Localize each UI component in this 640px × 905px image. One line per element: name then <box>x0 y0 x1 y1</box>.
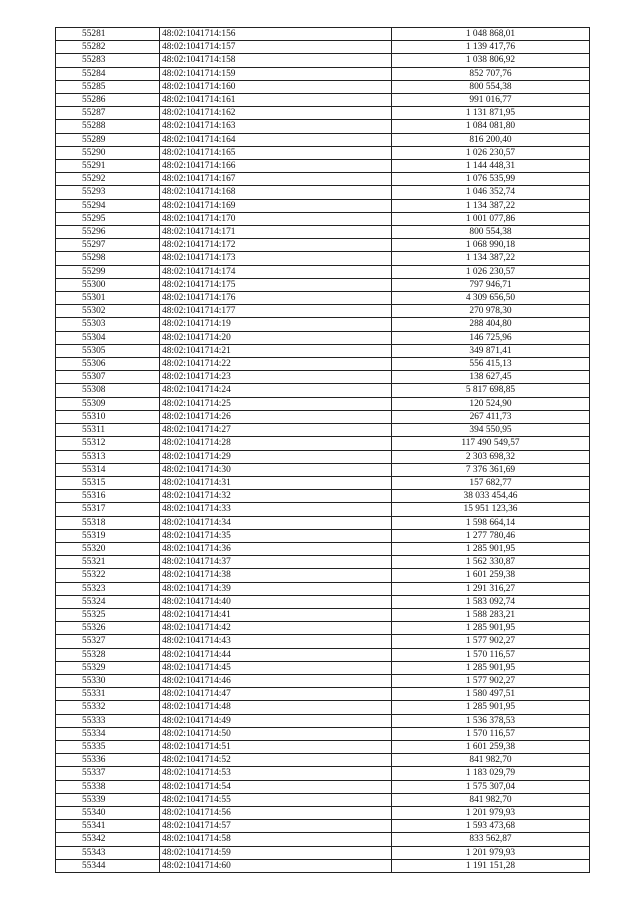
cadastral-number-cell: 48:02:1041714:49 <box>160 714 392 727</box>
cadastral-number-cell: 48:02:1041714:54 <box>160 780 392 793</box>
cadastral-number-cell: 48:02:1041714:31 <box>160 476 392 489</box>
cadastral-number-cell: 48:02:1041714:168 <box>160 186 392 199</box>
cadastral-number-cell: 48:02:1041714:159 <box>160 67 392 80</box>
row-number-cell: 55305 <box>56 344 160 357</box>
row-number-cell: 55300 <box>56 278 160 291</box>
table-row <box>56 793 590 806</box>
table-row <box>56 688 590 701</box>
cadastral-value-cell: 394 550,95 <box>392 424 590 437</box>
table-row <box>56 516 590 529</box>
row-number-cell: 55318 <box>56 516 160 529</box>
row-number-cell: 55333 <box>56 714 160 727</box>
table-body <box>56 28 590 873</box>
cadastral-value-cell: 1 134 387,22 <box>392 199 590 212</box>
table-row <box>56 80 590 93</box>
row-number-cell: 55329 <box>56 661 160 674</box>
table-row <box>56 727 590 740</box>
row-number-cell: 55306 <box>56 358 160 371</box>
table-row <box>56 212 590 225</box>
row-number-cell: 55314 <box>56 463 160 476</box>
table-row <box>56 701 590 714</box>
cadastral-value-cell: 1 285 901,95 <box>392 661 590 674</box>
cadastral-value-cell: 1 580 497,51 <box>392 688 590 701</box>
cadastral-number-cell: 48:02:1041714:23 <box>160 371 392 384</box>
cadastral-number-cell: 48:02:1041714:51 <box>160 740 392 753</box>
table-row <box>56 107 590 120</box>
cadastral-value-cell: 1 191 151,28 <box>392 859 590 872</box>
cadastral-number-cell: 48:02:1041714:158 <box>160 54 392 67</box>
row-number-cell: 55312 <box>56 437 160 450</box>
cadastral-number-cell: 48:02:1041714:57 <box>160 820 392 833</box>
row-number-cell: 55332 <box>56 701 160 714</box>
table-row <box>56 186 590 199</box>
cadastral-number-cell: 48:02:1041714:169 <box>160 199 392 212</box>
row-number-cell: 55326 <box>56 622 160 635</box>
table-row <box>56 622 590 635</box>
table-row <box>56 160 590 173</box>
table-row <box>56 740 590 753</box>
row-number-cell: 55299 <box>56 265 160 278</box>
cadastral-value-cell: 1 285 901,95 <box>392 622 590 635</box>
cadastral-value-cell: 1 593 473,68 <box>392 820 590 833</box>
table-row <box>56 344 590 357</box>
row-number-cell: 55292 <box>56 173 160 186</box>
row-number-cell: 55298 <box>56 252 160 265</box>
cadastral-number-cell: 48:02:1041714:27 <box>160 424 392 437</box>
table-row <box>56 542 590 555</box>
cadastral-value-cell: 5 817 698,85 <box>392 384 590 397</box>
table-row <box>56 371 590 384</box>
cadastral-number-cell: 48:02:1041714:170 <box>160 212 392 225</box>
table-row <box>56 94 590 107</box>
row-number-cell: 55296 <box>56 226 160 239</box>
cadastral-value-cell: 1 601 259,38 <box>392 569 590 582</box>
cadastral-number-cell: 48:02:1041714:43 <box>160 635 392 648</box>
cadastral-value-cell: 991 016,77 <box>392 94 590 107</box>
table-row <box>56 569 590 582</box>
row-number-cell: 55339 <box>56 793 160 806</box>
cadastral-value-cell: 1 285 901,95 <box>392 701 590 714</box>
cadastral-number-cell: 48:02:1041714:174 <box>160 265 392 278</box>
row-number-cell: 55344 <box>56 859 160 872</box>
cadastral-number-cell: 48:02:1041714:36 <box>160 542 392 555</box>
row-number-cell: 55294 <box>56 199 160 212</box>
cadastral-number-cell: 48:02:1041714:177 <box>160 305 392 318</box>
cadastral-number-cell: 48:02:1041714:157 <box>160 41 392 54</box>
row-number-cell: 55325 <box>56 608 160 621</box>
cadastral-value-cell: 1 285 901,95 <box>392 542 590 555</box>
cadastral-value-cell: 800 554,38 <box>392 226 590 239</box>
row-number-cell: 55335 <box>56 740 160 753</box>
cadastral-value-cell: 120 524,90 <box>392 397 590 410</box>
row-number-cell: 55290 <box>56 146 160 159</box>
table-row <box>56 820 590 833</box>
cadastral-number-cell: 48:02:1041714:165 <box>160 146 392 159</box>
row-number-cell: 55341 <box>56 820 160 833</box>
table-row <box>56 410 590 423</box>
cadastral-number-cell: 48:02:1041714:56 <box>160 806 392 819</box>
cadastral-value-cell: 1 076 535,99 <box>392 173 590 186</box>
cadastral-number-cell: 48:02:1041714:22 <box>160 358 392 371</box>
table-row <box>56 173 590 186</box>
row-number-cell: 55281 <box>56 28 160 41</box>
cadastral-number-cell: 48:02:1041714:55 <box>160 793 392 806</box>
table-row <box>56 133 590 146</box>
cadastral-number-cell: 48:02:1041714:161 <box>160 94 392 107</box>
cadastral-number-cell: 48:02:1041714:167 <box>160 173 392 186</box>
cadastral-value-cell: 117 490 549,57 <box>392 437 590 450</box>
row-number-cell: 55310 <box>56 410 160 423</box>
cadastral-value-cell: 1 291 316,27 <box>392 582 590 595</box>
cadastral-value-cell: 1 068 990,18 <box>392 239 590 252</box>
row-number-cell: 55337 <box>56 767 160 780</box>
cadastral-value-cell: 1 084 081,80 <box>392 120 590 133</box>
cadastral-value-cell: 1 570 116,57 <box>392 727 590 740</box>
table-row <box>56 608 590 621</box>
cadastral-value-cell: 852 707,76 <box>392 67 590 80</box>
row-number-cell: 55320 <box>56 542 160 555</box>
cadastral-value-cell: 288 404,80 <box>392 318 590 331</box>
cadastral-value-cell: 800 554,38 <box>392 80 590 93</box>
cadastral-value-cell: 1 131 871,95 <box>392 107 590 120</box>
cadastral-number-cell: 48:02:1041714:163 <box>160 120 392 133</box>
cadastral-value-cell: 1 601 259,38 <box>392 740 590 753</box>
row-number-cell: 55324 <box>56 595 160 608</box>
table-row <box>56 265 590 278</box>
cadastral-number-cell: 48:02:1041714:166 <box>160 160 392 173</box>
table-row <box>56 397 590 410</box>
table-row <box>56 661 590 674</box>
cadastral-number-cell: 48:02:1041714:20 <box>160 331 392 344</box>
row-number-cell: 55316 <box>56 490 160 503</box>
row-number-cell: 55309 <box>56 397 160 410</box>
row-number-cell: 55285 <box>56 80 160 93</box>
row-number-cell: 55340 <box>56 806 160 819</box>
cadastral-value-cell: 146 725,96 <box>392 331 590 344</box>
table-row <box>56 806 590 819</box>
cadastral-value-cell: 7 376 361,69 <box>392 463 590 476</box>
cadastral-value-cell: 1 139 417,76 <box>392 41 590 54</box>
cadastral-number-cell: 48:02:1041714:42 <box>160 622 392 635</box>
cadastral-number-cell: 48:02:1041714:173 <box>160 252 392 265</box>
row-number-cell: 55342 <box>56 833 160 846</box>
row-number-cell: 55323 <box>56 582 160 595</box>
cadastral-value-cell: 1 001 077,86 <box>392 212 590 225</box>
row-number-cell: 55334 <box>56 727 160 740</box>
table-row <box>56 226 590 239</box>
cadastral-number-cell: 48:02:1041714:38 <box>160 569 392 582</box>
cadastral-number-cell: 48:02:1041714:28 <box>160 437 392 450</box>
cadastral-value-cell: 841 982,70 <box>392 793 590 806</box>
cadastral-value-cell: 841 982,70 <box>392 754 590 767</box>
table-row <box>56 595 590 608</box>
cadastral-number-cell: 48:02:1041714:44 <box>160 648 392 661</box>
cadastral-number-cell: 48:02:1041714:33 <box>160 503 392 516</box>
row-number-cell: 55328 <box>56 648 160 661</box>
cadastral-number-cell: 48:02:1041714:32 <box>160 490 392 503</box>
cadastral-value-cell: 1 046 352,74 <box>392 186 590 199</box>
cadastral-number-cell: 48:02:1041714:156 <box>160 28 392 41</box>
cadastral-value-cell: 4 309 656,50 <box>392 292 590 305</box>
cadastral-value-cell: 1 134 387,22 <box>392 252 590 265</box>
table-row <box>56 120 590 133</box>
table-row <box>56 331 590 344</box>
cadastral-value-cell: 1 588 283,21 <box>392 608 590 621</box>
cadastral-value-cell: 1 577 902,27 <box>392 635 590 648</box>
row-number-cell: 55336 <box>56 754 160 767</box>
table-row <box>56 384 590 397</box>
table-row <box>56 859 590 872</box>
table-row <box>56 67 590 80</box>
table-row <box>56 424 590 437</box>
table-row <box>56 635 590 648</box>
row-number-cell: 55343 <box>56 846 160 859</box>
cadastral-value-cell: 1 026 230,57 <box>392 146 590 159</box>
row-number-cell: 55286 <box>56 94 160 107</box>
cadastral-value-cell: 1 536 378,53 <box>392 714 590 727</box>
table-row <box>56 529 590 542</box>
row-number-cell: 55303 <box>56 318 160 331</box>
row-number-cell: 55295 <box>56 212 160 225</box>
cadastral-value-cell: 556 415,13 <box>392 358 590 371</box>
table-row <box>56 476 590 489</box>
row-number-cell: 55302 <box>56 305 160 318</box>
cadastral-number-cell: 48:02:1041714:19 <box>160 318 392 331</box>
cadastral-number-cell: 48:02:1041714:53 <box>160 767 392 780</box>
table-row <box>56 318 590 331</box>
row-number-cell: 55307 <box>56 371 160 384</box>
cadastral-number-cell: 48:02:1041714:175 <box>160 278 392 291</box>
cadastral-number-cell: 48:02:1041714:37 <box>160 556 392 569</box>
row-number-cell: 55319 <box>56 529 160 542</box>
row-number-cell: 55330 <box>56 674 160 687</box>
row-number-cell: 55322 <box>56 569 160 582</box>
cadastral-number-cell: 48:02:1041714:176 <box>160 292 392 305</box>
table-row <box>56 54 590 67</box>
cadastral-value-cell: 1 562 330,87 <box>392 556 590 569</box>
row-number-cell: 55338 <box>56 780 160 793</box>
table-row <box>56 358 590 371</box>
cadastral-value-cell: 1 048 868,01 <box>392 28 590 41</box>
table-row <box>56 833 590 846</box>
row-number-cell: 55317 <box>56 503 160 516</box>
cadastral-value-cell: 267 411,73 <box>392 410 590 423</box>
table-row <box>56 305 590 318</box>
table-row <box>56 846 590 859</box>
table-row <box>56 582 590 595</box>
table-row <box>56 648 590 661</box>
table-row <box>56 252 590 265</box>
cadastral-number-cell: 48:02:1041714:58 <box>160 833 392 846</box>
row-number-cell: 55315 <box>56 476 160 489</box>
cadastral-value-cell: 1 598 664,14 <box>392 516 590 529</box>
cadastral-value-cell: 833 562,87 <box>392 833 590 846</box>
table-row <box>56 239 590 252</box>
cadastral-number-cell: 48:02:1041714:52 <box>160 754 392 767</box>
cadastral-value-cell: 1 026 230,57 <box>392 265 590 278</box>
row-number-cell: 55313 <box>56 450 160 463</box>
table-row <box>56 292 590 305</box>
cadastral-number-cell: 48:02:1041714:39 <box>160 582 392 595</box>
cadastral-number-cell: 48:02:1041714:24 <box>160 384 392 397</box>
cadastral-value-cell: 1 570 116,57 <box>392 648 590 661</box>
cadastral-value-cell: 1 201 979,93 <box>392 806 590 819</box>
row-number-cell: 55293 <box>56 186 160 199</box>
row-number-cell: 55321 <box>56 556 160 569</box>
table-row <box>56 767 590 780</box>
row-number-cell: 55287 <box>56 107 160 120</box>
table-row <box>56 278 590 291</box>
table-row <box>56 450 590 463</box>
cadastral-number-cell: 48:02:1041714:50 <box>160 727 392 740</box>
cadastral-value-cell: 38 033 454,46 <box>392 490 590 503</box>
table-row <box>56 780 590 793</box>
cadastral-number-cell: 48:02:1041714:21 <box>160 344 392 357</box>
cadastral-value-cell: 1 577 902,27 <box>392 674 590 687</box>
cadastral-number-cell: 48:02:1041714:41 <box>160 608 392 621</box>
cadastral-number-cell: 48:02:1041714:59 <box>160 846 392 859</box>
cadastral-value-cell: 2 303 698,32 <box>392 450 590 463</box>
row-number-cell: 55308 <box>56 384 160 397</box>
cadastral-number-cell: 48:02:1041714:164 <box>160 133 392 146</box>
table-row <box>56 437 590 450</box>
row-number-cell: 55291 <box>56 160 160 173</box>
cadastral-value-cell: 1 583 092,74 <box>392 595 590 608</box>
row-number-cell: 55327 <box>56 635 160 648</box>
cadastral-number-cell: 48:02:1041714:171 <box>160 226 392 239</box>
cadastral-number-cell: 48:02:1041714:40 <box>160 595 392 608</box>
row-number-cell: 55297 <box>56 239 160 252</box>
cadastral-number-cell: 48:02:1041714:30 <box>160 463 392 476</box>
cadastral-value-cell: 1 277 780,46 <box>392 529 590 542</box>
cadastral-number-cell: 48:02:1041714:26 <box>160 410 392 423</box>
cadastral-value-cell: 1 144 448,31 <box>392 160 590 173</box>
row-number-cell: 55288 <box>56 120 160 133</box>
table-row <box>56 463 590 476</box>
cadastral-number-cell: 48:02:1041714:48 <box>160 701 392 714</box>
table-row <box>56 28 590 41</box>
table-row <box>56 199 590 212</box>
cadastral-value-cell: 1 201 979,93 <box>392 846 590 859</box>
cadastral-number-cell: 48:02:1041714:35 <box>160 529 392 542</box>
table-row <box>56 714 590 727</box>
table-row <box>56 41 590 54</box>
cadastral-number-cell: 48:02:1041714:45 <box>160 661 392 674</box>
table-row <box>56 490 590 503</box>
row-number-cell: 55304 <box>56 331 160 344</box>
cadastral-value-table <box>55 27 590 873</box>
table-row <box>56 754 590 767</box>
row-number-cell: 55284 <box>56 67 160 80</box>
cadastral-number-cell: 48:02:1041714:162 <box>160 107 392 120</box>
cadastral-number-cell: 48:02:1041714:25 <box>160 397 392 410</box>
table-row <box>56 556 590 569</box>
row-number-cell: 55283 <box>56 54 160 67</box>
cadastral-number-cell: 48:02:1041714:172 <box>160 239 392 252</box>
cadastral-value-cell: 1 038 806,92 <box>392 54 590 67</box>
cadastral-value-cell: 1 183 029,79 <box>392 767 590 780</box>
row-number-cell: 55331 <box>56 688 160 701</box>
cadastral-number-cell: 48:02:1041714:47 <box>160 688 392 701</box>
cadastral-value-cell: 270 978,30 <box>392 305 590 318</box>
row-number-cell: 55301 <box>56 292 160 305</box>
cadastral-value-cell: 1 575 307,04 <box>392 780 590 793</box>
cadastral-value-cell: 15 951 123,36 <box>392 503 590 516</box>
cadastral-number-cell: 48:02:1041714:46 <box>160 674 392 687</box>
cadastral-value-cell: 138 627,45 <box>392 371 590 384</box>
table-row <box>56 503 590 516</box>
cadastral-number-cell: 48:02:1041714:34 <box>160 516 392 529</box>
table-row <box>56 146 590 159</box>
cadastral-value-cell: 816 200,40 <box>392 133 590 146</box>
table-row <box>56 674 590 687</box>
cadastral-value-cell: 797 946,71 <box>392 278 590 291</box>
cadastral-number-cell: 48:02:1041714:160 <box>160 80 392 93</box>
row-number-cell: 55282 <box>56 41 160 54</box>
cadastral-number-cell: 48:02:1041714:29 <box>160 450 392 463</box>
cadastral-number-cell: 48:02:1041714:60 <box>160 859 392 872</box>
row-number-cell: 55311 <box>56 424 160 437</box>
cadastral-value-cell: 157 682,77 <box>392 476 590 489</box>
cadastral-value-cell: 349 871,41 <box>392 344 590 357</box>
row-number-cell: 55289 <box>56 133 160 146</box>
